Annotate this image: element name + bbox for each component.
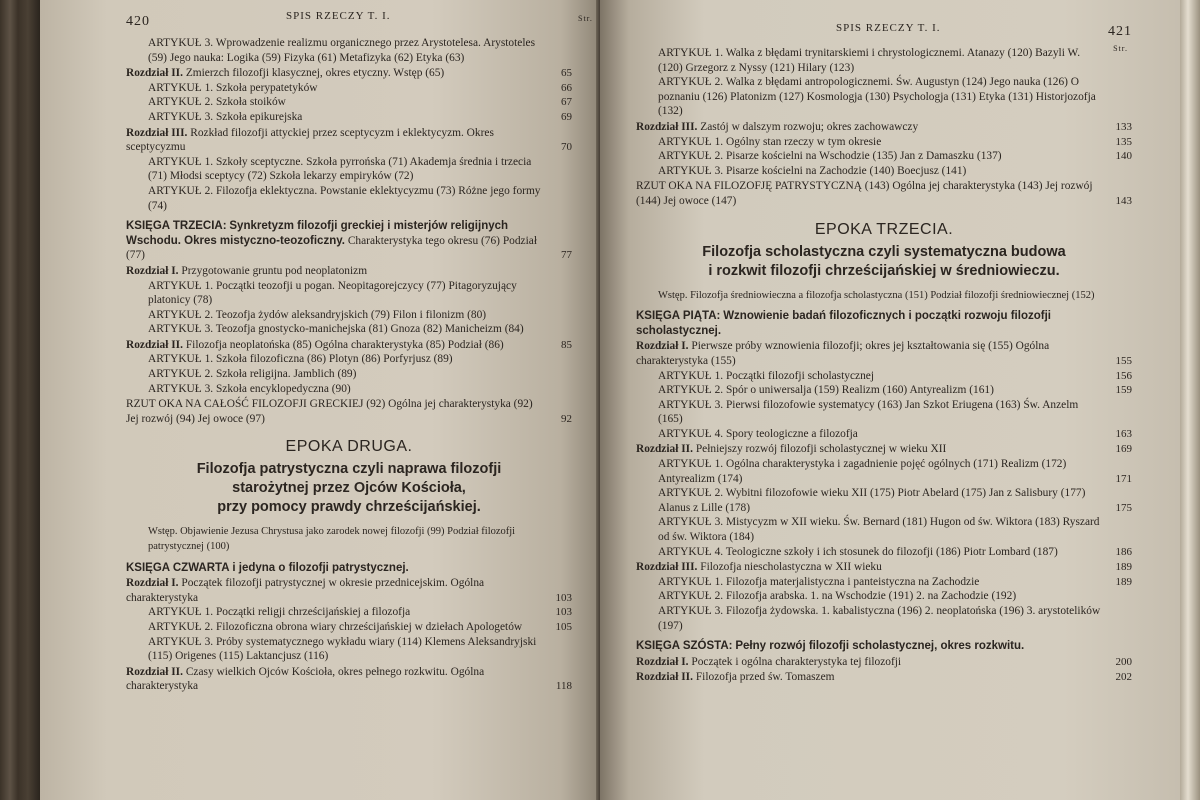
left-page-header: [126, 8, 593, 36]
toc-entry: [126, 279, 572, 308]
toc-entry-text: [126, 322, 544, 337]
toc-entry-body: ARTYKUŁ 3. Wprowadzenie realizmu organicznego przez Arystotelesa. Arystoteles (59) Jego nauka: Logika (59) Fizyka (61) Metafizyka (62) Etyka (63): [148, 37, 535, 64]
toc-entry-body: Filozofja niescholastyczna w XII wieku: [700, 561, 882, 574]
toc-entry-label: Rozdział I.: [636, 340, 689, 353]
toc-entry: [636, 120, 1132, 135]
toc-entry-text: [126, 620, 544, 635]
toc-entry-text: [126, 95, 544, 110]
toc-entry-label: Rozdział III.: [126, 126, 188, 139]
toc-entry-body: ARTYKUŁ 2. Teozofja żydów aleksandryjskich (79) Filon i filonizm (80): [148, 308, 487, 321]
toc-entry-text: [126, 264, 544, 279]
toc-entry-page: 103: [555, 606, 572, 619]
epoch-title-right: EPOKA TRZECIA.: [814, 220, 954, 238]
toc-entry: [126, 219, 572, 263]
toc-entry-text: [126, 155, 544, 184]
toc-entry-body: ARTYKUŁ 1. Filozofja materjalistyczna i panteistyczna na Zachodzie: [658, 575, 980, 588]
epoch-subtitle-right: [636, 243, 1132, 281]
toc-entry-text: [126, 184, 544, 213]
toc-entry-label: Rozdział II.: [636, 671, 693, 684]
toc-entry: [126, 95, 572, 110]
toc-entry-page: 175: [1115, 501, 1132, 514]
toc-entry: [126, 525, 572, 554]
right-page-number: 421: [1108, 24, 1132, 39]
toc-entry: [126, 382, 572, 397]
toc-entry: [636, 515, 1132, 544]
toc-entry: [126, 184, 572, 213]
toc-entry-text: [126, 81, 544, 96]
toc-entry-label: KSIĘGA SZÓSTA:: [636, 640, 733, 653]
toc-entry-text: [636, 46, 1104, 75]
toc-entry-page: 70: [561, 141, 572, 154]
toc-entry-page: 202: [1115, 671, 1132, 684]
toc-entry: [636, 655, 1132, 670]
toc-entry-text: [126, 665, 544, 694]
left-str-label: Str.: [578, 14, 593, 23]
toc-entry-label: Rozdział II.: [636, 443, 693, 456]
toc-entry-page: 186: [1115, 545, 1132, 558]
toc-entry-body: Początek filozofji patrystycznej w okresie przednicejskim. Ogólna charakterystyka: [126, 577, 485, 604]
toc-entry: [126, 264, 572, 279]
left-page-number: 420: [126, 14, 150, 29]
toc-entry-body: Zmierzch filozofji klasycznej, okres etyczny. Wstęp (65): [185, 67, 445, 80]
toc-entry-page: 135: [1115, 135, 1132, 148]
toc-entry-label: KSIĘGA CZWARTA: [126, 561, 230, 574]
epoch-subtitle-line: przy pomocy prawdy chrześcijańskiej.: [217, 499, 481, 516]
toc-entry-text: [636, 545, 1104, 560]
toc-entry: [636, 309, 1132, 338]
toc-entry-body: ARTYKUŁ 3. Mistycyzm w XII wieku. Św. Bernard (181) Hugon od św. Wiktora (183) Ryszard od św. Wiktora (184): [658, 516, 1100, 544]
epoch-title-left: EPOKA DRUGA.: [285, 438, 413, 456]
toc-entry-body: Wstęp. Objawienie Jezusa Chrystusa jako zarodek nowej filozofji (99) Podział filozofji patrystycznej (100): [148, 526, 516, 553]
toc-entry-text: [636, 427, 1104, 442]
toc-entry: [636, 457, 1132, 486]
toc-entry-text: [636, 75, 1104, 119]
toc-entry-body: ARTYKUŁ 3. Szkoła epikurejska: [148, 110, 303, 123]
toc-entry: [636, 486, 1132, 515]
toc-entry-body: ARTYKUŁ 1. Szkoły sceptyczne. Szkoła pyrrońska (71) Akademja średnia i trzecia (71) Młodsi sceptycy (72) Szkoła lekarzy empiryków (72): [148, 155, 532, 183]
toc-entry-body: RZUT OKA NA FILOZOFJĘ PATRYSTYCZNĄ (143) Ogólna jej charakterystyka (143) Jej rozwój (144) Jej owoce (147): [636, 180, 1093, 207]
toc-entry-text: [636, 560, 1104, 575]
toc-entry: [636, 179, 1132, 208]
left-running-head: SPIS RZECZY T. I.: [286, 10, 391, 22]
toc-entry-text: [126, 382, 544, 397]
toc-entry-page: 69: [561, 110, 572, 123]
toc-entry-label: Rozdział I.: [636, 655, 689, 668]
toc-entry-body: Początek i ogólna charakterystyka tej filozofji: [691, 655, 902, 668]
toc-entry-text: [636, 289, 1104, 304]
toc-entry-text: [126, 367, 544, 382]
toc-entry: [636, 289, 1132, 304]
right-toc-part2: [636, 289, 1132, 685]
toc-entry-text: [126, 352, 544, 367]
toc-entry-body: ARTYKUŁ 1. Szkoła filozoficzna (86) Plotyn (86) Porfyrjusz (89): [148, 353, 453, 366]
toc-entry-body: Zastój w dalszym rozwoju; okres zachowawczy: [700, 120, 919, 133]
toc-entry-label: Rozdział III.: [636, 561, 698, 574]
toc-entry-text: [126, 36, 544, 65]
toc-entry: [636, 75, 1132, 119]
toc-entry-bold-text: Wznowienie badań filozoficznych i początki rozwoju filozofji scholastycznej.: [636, 310, 1051, 337]
toc-entry-text: [636, 398, 1104, 427]
toc-entry-text: [126, 576, 544, 605]
toc-entry-page: 67: [561, 96, 572, 109]
toc-entry-body: Filozofja przed św. Tomaszem: [695, 671, 835, 684]
toc-entry-page: 169: [1115, 443, 1132, 456]
toc-entry-text: [636, 457, 1104, 486]
toc-entry-page: 163: [1115, 427, 1132, 440]
toc-entry-bold-text: i jedyna o filozofji patrystycznej.: [232, 561, 409, 574]
toc-entry-body: ARTYKUŁ 2. Pisarze kościelni na Wschodzie (135) Jan z Damaszku (137): [658, 150, 1002, 163]
toc-entry-text: [126, 279, 544, 308]
toc-entry-text: [636, 383, 1104, 398]
toc-entry-page: 156: [1115, 369, 1132, 382]
toc-entry-body: ARTYKUŁ 1. Ogólny stan rzeczy w tym okresie: [658, 135, 882, 148]
toc-entry-page: 65: [561, 67, 572, 80]
epoch-subtitle-left: [126, 460, 572, 517]
toc-entry: [636, 398, 1132, 427]
toc-entry-body: ARTYKUŁ 2. Filozofja eklektyczna. Powstanie eklektycyzmu (73) Różne jego formy (74): [148, 184, 541, 212]
toc-entry-text: [636, 670, 1104, 685]
left-toc-part2: [126, 525, 572, 694]
toc-entry-body: ARTYKUŁ 1. Walka z błędami trynitarskiemi i chrystologicznemi. Atanazy (120) Bazyli W. (120) Grzegorz z Nyssy (121) Hilary (123): [658, 47, 1081, 74]
toc-entry: [636, 46, 1132, 75]
toc-entry-label: KSIĘGA PIĄTA:: [636, 310, 721, 323]
toc-entry-body: Pełniejszy rozwój filozofji scholastycznej w wieku XII: [695, 443, 947, 456]
toc-entry-text: [636, 575, 1104, 590]
toc-entry: [636, 545, 1132, 560]
toc-entry-body: ARTYKUŁ 3. Filozofja żydowska. 1. kabalistyczna (196) 2. neoplatońska (196) 3. arystotelików (197): [658, 605, 1101, 632]
toc-entry: [126, 397, 572, 426]
toc-entry-body: Filozofja neoplatońska (85) Ogólna charakterystyka (85) Podział (86): [185, 338, 504, 351]
toc-entry-body: ARTYKUŁ 1. Szkoła perypatetyków: [148, 81, 318, 94]
toc-entry-label: Rozdział I.: [126, 264, 179, 277]
toc-entry-label: KSIĘGA TRZECIA:: [126, 220, 227, 233]
toc-entry-body: ARTYKUŁ 1. Początki religji chrześcijańskiej a filozofja: [148, 606, 411, 619]
toc-entry: [126, 66, 572, 81]
toc-entry-body: Wstęp. Filozofja średniowieczna a filozofja scholastyczna (151) Podział filozofji średniowiecznej (152): [658, 289, 1095, 301]
toc-entry-body: ARTYKUŁ 4. Teologiczne szkoły i ich stosunek do filozofji (186) Piotr Lombard (187): [658, 545, 1058, 558]
toc-entry-text: [636, 604, 1104, 633]
right-str-label: Str.: [1113, 44, 1128, 53]
toc-entry: [636, 575, 1132, 590]
toc-entry-page: 155: [1115, 354, 1132, 367]
toc-entry-text: [636, 442, 1104, 457]
toc-entry-page: 133: [1115, 120, 1132, 133]
toc-entry-bold-text: Pełny rozwój filozofji scholastycznej, okres rozkwitu.: [735, 640, 1025, 653]
epoch-subtitle-line: Filozofja scholastyczna czyli systematyczna budowa: [702, 243, 1066, 260]
toc-entry-text: [636, 179, 1104, 208]
toc-entry: [636, 383, 1132, 398]
toc-entry-body: ARTYKUŁ 2. Wybitni filozofowie wieku XII (175) Piotr Abelard (175) Jan z Salisbury (177) Alanus z Lille (178): [658, 487, 1086, 514]
toc-entry-text: [636, 369, 1104, 384]
toc-entry-body: Charakterystyka tego okresu (76) Podział (77): [126, 234, 537, 262]
toc-entry-body: Rozkład filozofji attyckiej przez sceptycyzm i eklektycyzm. Okres sceptycyzmu: [126, 126, 494, 154]
toc-entry: [636, 339, 1132, 368]
toc-entry-text: [636, 515, 1104, 544]
toc-entry-text: [636, 149, 1104, 164]
toc-entry-text: [126, 219, 544, 263]
toc-entry-page: 77: [561, 249, 572, 262]
toc-entry-page: 118: [555, 680, 572, 693]
toc-entry-body: ARTYKUŁ 2. Spór o uniwersalja (159) Realizm (160) Antyrealizm (161): [658, 384, 994, 397]
toc-entry-text: [126, 308, 544, 323]
epoch-subtitle-line: i rozkwit filozofji chrześcijańskiej w średniowieczu.: [708, 262, 1060, 279]
toc-entry-text: [636, 655, 1104, 670]
toc-entry-body: ARTYKUŁ 2. Szkoła stoików: [148, 96, 286, 109]
toc-entry-text: [126, 561, 544, 576]
toc-entry-label: Rozdział III.: [636, 120, 698, 133]
toc-entry: [636, 369, 1132, 384]
toc-entry-text: [126, 66, 544, 81]
toc-entry-label: Rozdział II.: [126, 338, 183, 351]
toc-entry-text: [126, 397, 544, 426]
toc-entry-body: ARTYKUŁ 2. Walka z błędami antropologicznemi. Św. Augustyn (124) Jego nauka (126) O poznaniu (126) Platonizm (127) Kosmologja (130) Psychologja (131) Etyka (131) Historjozofja (132): [658, 76, 1096, 118]
toc-entry: [126, 155, 572, 184]
toc-entry-page: 85: [561, 338, 572, 351]
toc-entry: [126, 308, 572, 323]
toc-entry: [636, 639, 1132, 654]
epoch-subtitle-line: Filozofja patrystyczna czyli naprawa filozofji: [196, 461, 502, 478]
toc-entry: [636, 604, 1132, 633]
right-running-head: SPIS RZECZY T. I.: [836, 22, 941, 34]
toc-entry-body: ARTYKUŁ 1. Początki teozofji u pogan. Neopitagorejczycy (77) Pitagoryzujący platonicy (78): [148, 279, 517, 307]
toc-entry-page: 200: [1115, 655, 1132, 668]
toc-entry-label: Rozdział II.: [126, 665, 183, 678]
right-page: [600, 0, 1180, 800]
toc-entry: [636, 427, 1132, 442]
toc-entry-body: ARTYKUŁ 1. Ogólna charakterystyka i zagadnienie pojęć ogólnych (171) Realizm (172) Antyrealizm (174): [658, 458, 1067, 485]
toc-entry: [126, 126, 572, 155]
toc-entry-page: 143: [1115, 194, 1132, 207]
toc-entry: [126, 110, 572, 125]
toc-entry-page: 171: [1115, 472, 1132, 485]
toc-entry-body: ARTYKUŁ 3. Pisarze kościelni na Zachodzie (140) Boecjusz (141): [658, 164, 967, 177]
left-toc-part1: [126, 36, 572, 426]
right-toc-part1: [636, 46, 1132, 209]
toc-entry-text: [636, 164, 1104, 179]
toc-entry-body: RZUT OKA NA CAŁOŚĆ FILOZOFJI GRECKIEJ (92) Ogólna jej charakterystyka (92) Jej rozwój (94) Jej owoce (97): [126, 398, 533, 425]
toc-entry-text: [636, 120, 1104, 135]
toc-entry: [636, 442, 1132, 457]
toc-entry-page: 105: [555, 621, 572, 633]
toc-entry-body: Pierwsze próby wznowienia filozofji; okres jej kształtowania się (155) Ogólna charakterystyka (155): [636, 340, 1050, 367]
toc-entry-body: Czasy wielkich Ojców Kościoła, okres pełnego rozkwitu. Ogólna charakterystyka: [126, 665, 485, 693]
toc-entry-body: ARTYKUŁ 1. Początki filozofji scholastycznej: [658, 369, 874, 382]
epoch-subtitle-line: starożytnej przez Ojców Kościoła,: [232, 480, 466, 497]
toc-entry: [126, 605, 572, 620]
toc-entry-body: ARTYKUŁ 2. Szkoła religijna. Jamblich (89): [148, 368, 357, 381]
toc-entry: [636, 589, 1132, 604]
left-page: [40, 0, 600, 800]
toc-entry-body: Przygotowanie gruntu pod neoplatonizm: [181, 264, 368, 277]
toc-entry-text: [126, 605, 544, 620]
toc-entry: [126, 367, 572, 382]
toc-entry: [126, 635, 572, 664]
toc-entry-text: [636, 309, 1104, 338]
toc-entry: [126, 352, 572, 367]
right-page-header: [636, 8, 1132, 53]
toc-entry: [126, 338, 572, 353]
toc-entry-body: ARTYKUŁ 4. Spory teologiczne a filozofja: [658, 427, 858, 440]
page-edges: [1180, 0, 1200, 800]
toc-entry: [126, 81, 572, 96]
toc-entry: [126, 620, 572, 635]
toc-entry-page: 66: [561, 81, 572, 94]
toc-entry-text: [636, 339, 1104, 368]
toc-entry: [126, 36, 572, 65]
toc-entry-bold-text: Synkretyzm filozofji greckiej i misterjów religijnych Wschodu. Okres mistyczno-teozoficzny.: [126, 220, 509, 247]
toc-entry: [636, 135, 1132, 150]
toc-entry-body: ARTYKUŁ 3. Pierwsi filozofowie systematycy (163) Jan Szkot Eriugena (163) Św. Anzelm (165): [658, 398, 1079, 426]
toc-entry-text: [636, 589, 1104, 604]
toc-entry-page: 189: [1115, 561, 1132, 574]
toc-entry: [636, 164, 1132, 179]
toc-entry: [636, 149, 1132, 164]
toc-entry-body: ARTYKUŁ 3. Próby systematycznego wykładu wiary (114) Klemens Aleksandryjski (115) Origenes (115) Laktancjusz (116): [148, 635, 537, 663]
toc-entry: [126, 322, 572, 337]
toc-entry-body: ARTYKUŁ 3. Szkoła encyklopedyczna (90): [148, 382, 351, 395]
toc-entry-text: [126, 110, 544, 125]
toc-entry-label: Rozdział II.: [126, 67, 183, 80]
toc-entry: [636, 560, 1132, 575]
toc-entry-text: [636, 135, 1104, 150]
toc-entry-text: [126, 338, 544, 353]
toc-entry-page: 189: [1115, 575, 1132, 588]
toc-entry-text: [126, 126, 544, 155]
toc-entry-page: 140: [1115, 150, 1132, 163]
toc-entry-body: ARTYKUŁ 3. Teozofja gnostycko-manichejska (81) Gnoza (82) Manicheizm (84): [148, 323, 524, 336]
toc-entry-body: ARTYKUŁ 2. Filozofja arabska. 1. na Wschodzie (191) 2. na Zachodzie (192): [658, 590, 1017, 603]
toc-entry-text: [636, 486, 1104, 515]
toc-entry-text: [126, 525, 544, 554]
toc-entry-page: 159: [1115, 384, 1132, 397]
toc-entry: [126, 576, 572, 605]
toc-entry: [126, 665, 572, 694]
toc-entry-text: [636, 639, 1104, 654]
toc-entry-text: [126, 635, 544, 664]
toc-entry-label: Rozdział I.: [126, 577, 179, 590]
toc-entry: [636, 670, 1132, 685]
toc-entry-page: 103: [555, 591, 572, 604]
toc-entry-page: 92: [561, 412, 572, 425]
toc-entry: [126, 561, 572, 576]
toc-entry-body: ARTYKUŁ 2. Filozoficzna obrona wiary chrześcijańskiej w dziełach Apologetów: [148, 621, 523, 633]
